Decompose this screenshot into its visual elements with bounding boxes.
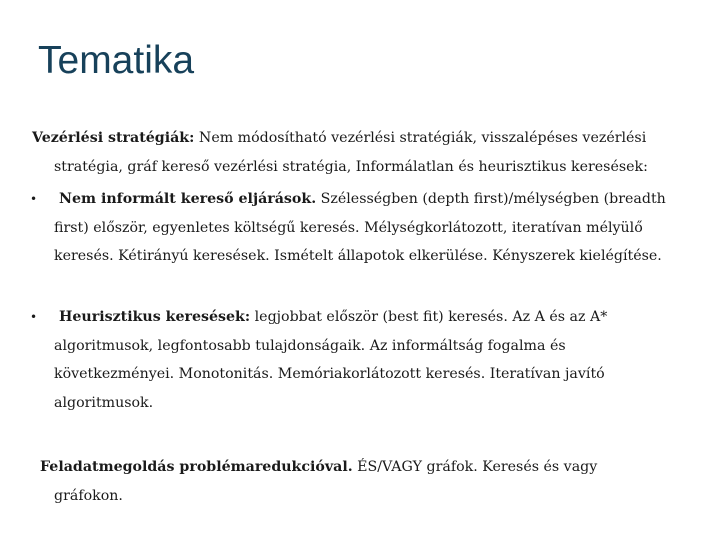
problem-reduction-line-2: gráfokon.: [54, 487, 123, 504]
bullet-text: [30, 303, 670, 417]
bullet-body: legjobbat először (best fit) keresés. Az A és az A* algoritmusok, legfontosabb tulajdonságaik. Az informáltság fogalma és következményei. Monotonitás. Memóriakorlátozott keresés. Iteratívan javító algoritmusok.: [54, 309, 608, 411]
bullet-text: [30, 185, 670, 271]
bullet-uninformed-search: [30, 185, 670, 271]
bullet-marker: •: [30, 310, 38, 324]
bullet-marker: •: [30, 192, 38, 206]
bullet-lead: Nem informált kereső eljárások.: [59, 191, 317, 207]
bullet-body: Szélességben (depth first)/mélységben (breadth first) először, egyenletes költségű keresés. Mélységkorlátozott, iteratívan mélyülő keresés. Kétirányú keresések. Ismételt állapotok elkerülése. Kényszerek kielégítése.: [54, 191, 666, 264]
bullet-lead: Heurisztikus keresések:: [59, 309, 251, 325]
problem-reduction-line-1: ÉS/VAGY gráfok. Keresés és vagy: [352, 459, 598, 475]
problem-reduction-lead: Feladatmegoldás problémaredukcióval.: [40, 459, 353, 475]
strategies-line-1: Nem módosítható vezérlési stratégiák, visszalépéses vezérlési: [194, 130, 647, 146]
bullet-heuristic-search: [30, 303, 670, 417]
strategies-paragraph: [32, 124, 692, 181]
strategies-line-2: stratégia, gráf kereső vezérlési stratégia, Informálatlan és heurisztikus keresések:: [54, 158, 648, 175]
strategies-lead: Vezérlési stratégiák:: [32, 130, 195, 146]
slide-title: Tematika: [38, 39, 195, 82]
problem-reduction-paragraph: [40, 453, 640, 510]
